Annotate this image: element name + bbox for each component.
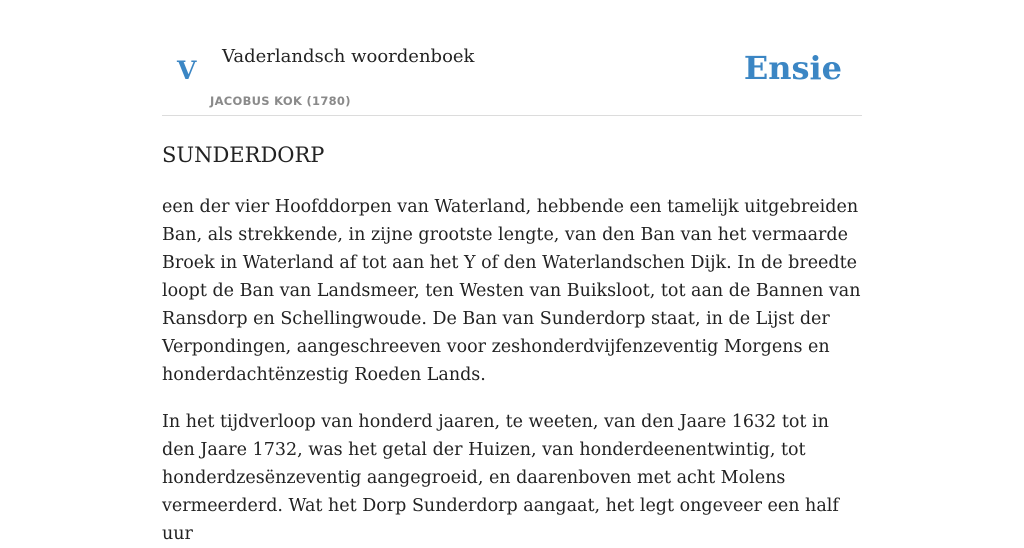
book-author: JACOBUS KOK (1780) — [210, 94, 351, 108]
entry-title: SUNDERDORP — [162, 143, 325, 167]
page — [162, 0, 862, 548]
header — [162, 44, 862, 116]
brand-logo[interactable]: Ensie — [743, 49, 842, 87]
book-title[interactable]: Vaderlandsch woordenboek — [222, 46, 475, 67]
index-letter[interactable]: V — [177, 56, 197, 85]
entry-paragraph: In het tijdverloop van honderd jaaren, te weeten, van den Jaare 1632 tot in den Jaare 1732, was het getal der Huizen, van honderdeenentwintig, tot honderdzesënzeventig aangegroeid, en daarenboven met acht Molens vermeerderd. Wat het Dorp Sunderdorp aangaat, het legt ongeveer een half uur — [162, 412, 839, 544]
entry-paragraph: een der vier Hoofddorpen van Waterland, hebbende een tamelijk uitgebreiden Ban, als strekkende, in zijne grootste lengte, van den Ban van het vermaarde Broek in Waterland af tot aan het Y of den Waterlandschen Dijk. In de breedte loopt de Ban van Landsmeer, ten Westen van Buiksloot, tot aan de Bannen van Ransdorp en Schellingwoude. De Ban van Sunderdorp staat, in de Lijst der Verpondingen, aangeschreeven voor zeshonderdvijfenzeventig Morgens en honderdachtënzestig Roeden Lands. — [162, 197, 861, 385]
entry-body — [162, 193, 862, 548]
